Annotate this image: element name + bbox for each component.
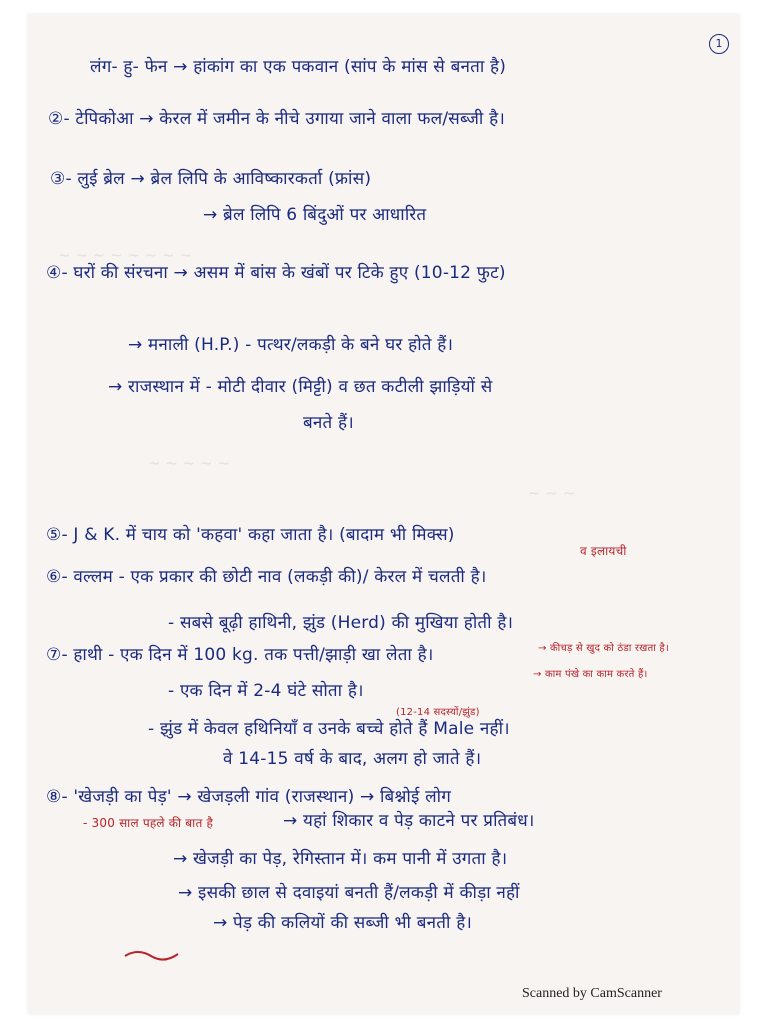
note-line-3: ③- लुई ब्रेल → ब्रेल लिपि के आविष्कारकर्ता (फ्रांस) [50,169,372,189]
note-5-annotation: व इलायची [580,544,627,558]
note-line-3b: → ब्रेल लिपि 6 बिंदुओं पर आधारित [203,205,427,225]
note-line-8e: → पेड़ की कलियों की सब्जी भी बनती है। [213,913,473,933]
note-line-8: ⑧- 'खेजड़ी का पेड़' → खेजड़ली गांव (राजस्थान) → बिश्नोई लोग [46,787,452,807]
note-7-annotation-1: → कीचड़ से खुद को ठंडा रखता है। [538,643,669,654]
note-line-6: ⑥- वल्लम - एक प्रकार की छोटी नाव (लकड़ी की)/ केरल में चलती है। [46,567,487,587]
note-7-annotation-3: (12-14 सदस्यों/झुंड) [396,707,480,718]
note-7-annotation-2: → काम पंखे का काम करते हैं। [533,669,648,680]
note-line-8d: → इसकी छाल से दवाइयां बनती हैं/लकड़ी में कीड़ा नहीं [178,883,520,903]
note-line-5: ⑤- J & K. में चाय को 'कहवा' कहा जाता है। (बादाम भी मिक्स) [46,525,455,545]
note-line-4: ④- घरों की संरचना → असम में बांस के खंबों पर टिके हुए (10-12 फुट) [46,263,506,283]
ghost-text: ~ ~ ~ ~ ~ ~ ~ ~ [58,246,192,264]
ghost-text: ~ ~ ~ [528,484,576,502]
note-line-8c: → खेजड़ी का पेड़, रेगिस्तान में। कम पानी में उगता है। [173,849,508,869]
ghost-text: ~ ~ ~ ~ ~ [148,454,230,472]
note-line-1: लंग- हु- फेन → हांकांग का एक पकवान (सांप के मांस से बनता है) [90,57,507,77]
note-line-7: ⑦- हाथी - एक दिन में 100 kg. तक पत्ती/झाड़ी खा लेता है। [46,645,434,665]
note-line-2: ②- टेपिकोआ → केरल में जमीन के नीचे उगाया जाने वाला फल/सब्जी है। [48,109,505,129]
note-line-7a: - सबसे बूढ़ी हाथिनी, झुंड (Herd) की मुखिया होती है। [168,613,514,633]
note-line-7c: - एक दिन में 2-4 घंटे सोता है। [168,681,364,701]
notebook-page [28,14,739,1014]
red-scribble [123,944,183,964]
note-line-4d: बनते हैं। [303,413,354,433]
note-line-7e: वे 14-15 वर्ष के बाद, अलग हो जाते हैं। [223,749,482,769]
note-8-annotation: - 300 साल पहले की बात है [83,816,214,830]
scanner-watermark: Scanned by CamScanner [522,986,662,1001]
note-line-8b: → यहां शिकार व पेड़ काटने पर प्रतिबंध। [283,811,535,831]
page-number: 1 [709,34,729,54]
note-line-7d: - झुंड में केवल हथिनियाँ व उनके बच्चे होते हैं Male नहीं। [148,719,510,739]
note-line-4b: → मनाली (H.P.) - पत्थर/लकड़ी के बने घर होते हैं। [128,335,454,355]
note-line-4c: → राजस्थान में - मोटी दीवार (मिट्टी) व छत कटीली झाड़ियों से [108,377,493,397]
